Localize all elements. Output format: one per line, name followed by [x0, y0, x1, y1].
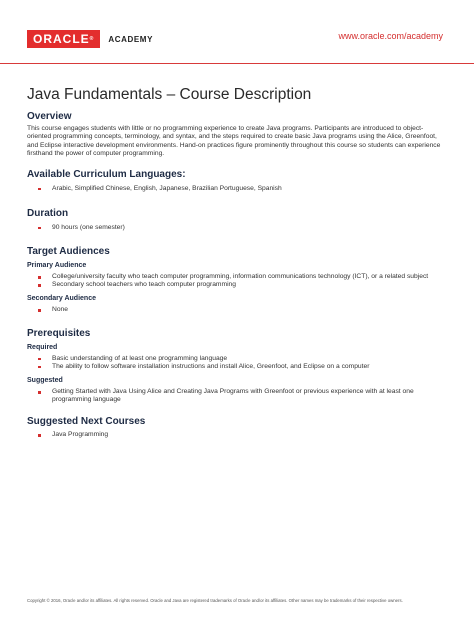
list-item: 90 hours (one semester) [27, 224, 447, 232]
overview-section [27, 111, 447, 159]
languages-list [27, 185, 447, 193]
required-heading: Required [27, 343, 58, 351]
prerequisites-section [27, 328, 447, 405]
target-audiences-section [27, 246, 447, 315]
duration-section [27, 208, 447, 232]
list-item: Basic understanding of at least one programming language [27, 355, 447, 363]
document-content [27, 86, 447, 440]
list-item: None [27, 306, 447, 314]
suggested-list [27, 388, 447, 404]
list-item: College/university faculty who teach computer programming, information communications technology (ICT), or a related subject [27, 273, 447, 281]
list-item: Getting Started with Java Using Alice and Creating Java Programs with Greenfoot or previous experience with at least one programming language [27, 388, 447, 404]
logo-text: ORACLE [33, 32, 90, 46]
logo-registered: ® [89, 36, 95, 42]
next-courses-heading: Suggested Next Courses [27, 416, 146, 428]
list-item: Secondary school teachers who teach computer programming [27, 281, 447, 289]
languages-section [27, 169, 447, 193]
secondary-audience-heading: Secondary Audience [27, 295, 96, 303]
list-item: The ability to follow software installation instructions and install Alice, Greenfoot, and Eclipse on a computer [27, 363, 447, 371]
overview-text: This course engages students with little or no programming experience to create Java programs. Participants are introduced to object-oriented programming concepts, terminology, and syntax, and the steps required to create basic Java programs using the Alice, Greenfoot, and Eclipse interactive development environments. Hand-on practices figure prominently throughout this course so students can experience firsthand the power of computer programming. [27, 125, 441, 158]
languages-heading: Available Curriculum Languages: [27, 168, 186, 180]
document-title: Java Fundamentals – Course Description [27, 86, 312, 103]
logo-academy-text: ACADEMY [108, 34, 154, 44]
secondary-audience-list [27, 306, 447, 314]
target-audiences-heading: Target Audiences [27, 246, 110, 258]
required-list [27, 355, 447, 371]
oracle-academy-logo [27, 30, 153, 48]
header-divider [0, 63, 474, 64]
academy-website-link[interactable]: www.oracle.com/academy [338, 31, 443, 41]
overview-heading: Overview [27, 111, 72, 122]
next-courses-section [27, 416, 447, 439]
next-courses-list [27, 431, 447, 439]
primary-audience-list [27, 273, 447, 289]
primary-audience-heading: Primary Audience [27, 262, 87, 270]
duration-list [27, 224, 447, 232]
duration-heading: Duration [27, 207, 69, 219]
copyright-footer: Copyright © 2016, Oracle and/or its affiliates. All rights reserved. Oracle and Java are registered trademarks of Oracle and/or its affiliates. Other names may be trademarks of their respective owners. [27, 598, 403, 603]
list-item: Arabic, Simplified Chinese, English, Japanese, Brazilian Portuguese, Spanish [27, 185, 447, 193]
suggested-heading: Suggested [27, 377, 63, 385]
oracle-logo-mark [27, 30, 100, 48]
prerequisites-heading: Prerequisites [27, 327, 91, 339]
list-item: Java Programming [27, 431, 447, 439]
